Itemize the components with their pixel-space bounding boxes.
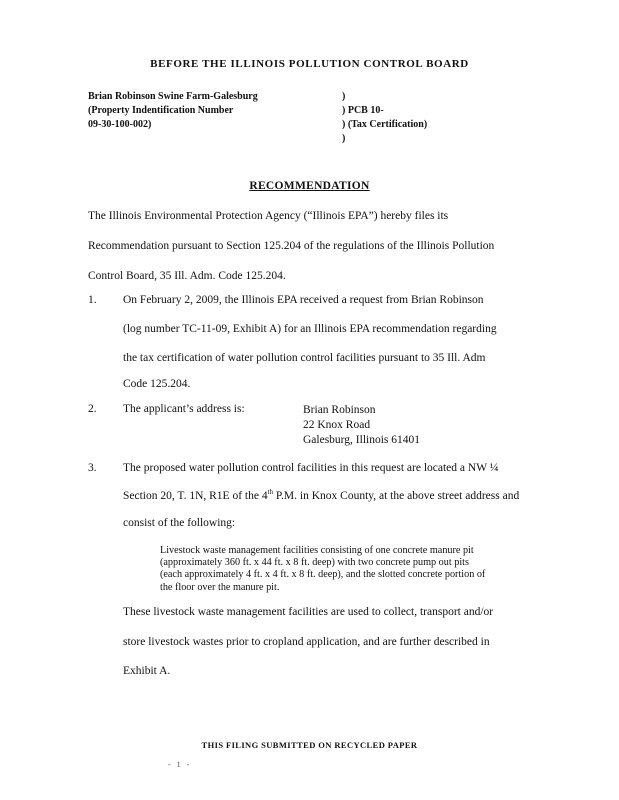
intro-line: Recommendation pursuant to Section 125.204 of the regulations of the Illinois Pollution bbox=[88, 240, 495, 252]
case-caption-left bbox=[88, 90, 258, 132]
caption-case-line: ) PCB 10- bbox=[342, 105, 384, 116]
recycled-paper-footer: THIS FILING SUBMITTED ON RECYCLED PAPER bbox=[201, 740, 418, 750]
item1-line: the tax certification of water pollution control facilities pursuant to 35 Ill. Adm bbox=[123, 352, 486, 364]
page-number: - 1 - bbox=[168, 760, 192, 769]
block-line: Livestock waste management facilities consisting of one concrete manure pit bbox=[160, 545, 474, 556]
caption-case-line: ) bbox=[342, 91, 346, 102]
address-line: 22 Knox Road bbox=[303, 419, 371, 431]
address-line: Brian Robinson bbox=[303, 404, 376, 416]
caption-party-line: 09-30-100-002) bbox=[88, 119, 152, 130]
item-number: 2. bbox=[88, 403, 97, 415]
intro-line: Control Board, 35 Ill. Adm. Code 125.204. bbox=[88, 270, 286, 282]
intro-line: The Illinois Environmental Protection Agency (“Illinois EPA”) hereby files its bbox=[88, 210, 449, 222]
item1-line: On February 2, 2009, the Illinois EPA received a request from Brian Robinson bbox=[123, 294, 484, 306]
item3-after-line: These livestock waste management facilities are used to collect, transport and/or bbox=[123, 606, 494, 618]
item3-line bbox=[123, 490, 519, 502]
caption-party-line: Brian Robinson Swine Farm-Galesburg bbox=[88, 91, 258, 102]
caption-party-line: (Property Indentification Number bbox=[88, 105, 234, 116]
item1-line: (log number TC-11-09, Exhibit A) for an Illinois EPA recommendation regarding bbox=[123, 323, 497, 335]
caption-case-line: ) (Tax Certification) bbox=[342, 119, 428, 130]
item-number: 1. bbox=[88, 294, 97, 306]
item3-after-line: store livestock wastes prior to cropland application, and are further described in bbox=[123, 636, 490, 648]
applicant-address bbox=[303, 403, 420, 448]
case-caption-right bbox=[342, 90, 427, 146]
item3-line: consist of the following: bbox=[123, 517, 236, 529]
section-heading: RECOMMENDATION bbox=[249, 180, 370, 192]
facility-description-block bbox=[160, 545, 485, 594]
item3-after-line: Exhibit A. bbox=[123, 665, 171, 677]
caption-case-line: ) bbox=[342, 133, 346, 144]
block-line: (each approximately 4 ft. x 4 ft. x 8 ft. deep), and the slotted concrete portion of bbox=[160, 569, 486, 581]
block-line: the floor over the manure pit. bbox=[160, 581, 280, 593]
item3-line2-text: Section 20, T. 1N, R1E of the 4 bbox=[123, 490, 268, 502]
board-title: BEFORE THE ILLINOIS POLLUTION CONTROL BOARD bbox=[150, 58, 469, 70]
applicant-address-label: The applicant’s address is: bbox=[123, 403, 245, 415]
item3-line: The proposed water pollution control facilities in this request are located a NW ¼ bbox=[123, 462, 499, 474]
address-line: Galesburg, Illinois 61401 bbox=[303, 434, 421, 446]
item3-line2-text: P.M. in Knox County, at the above street address and bbox=[273, 490, 520, 502]
item1-line: Code 125.204. bbox=[123, 378, 191, 390]
ordinal-suffix: th bbox=[267, 488, 274, 496]
item-number: 3. bbox=[88, 462, 97, 474]
block-line: (approximately 360 ft. x 44 ft. x 8 ft. deep) with two concrete pump out pits bbox=[160, 557, 469, 569]
